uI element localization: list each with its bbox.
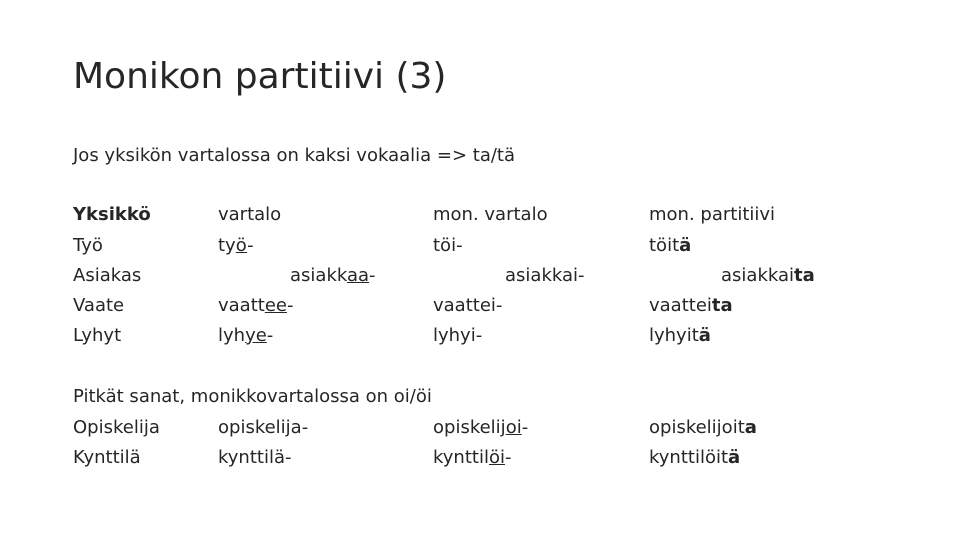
table-row [0, 231, 960, 261]
word-stem: vaattee- [218, 295, 294, 316]
table-header [0, 200, 960, 230]
header-singular: Yksikkö [73, 204, 151, 225]
word-plural-stem: kynttilöi- [433, 447, 512, 468]
word-stem: asiakkaa- [290, 265, 376, 286]
word-singular: Asiakas [73, 265, 142, 286]
word-singular: Lyhyt [73, 325, 122, 346]
word-stem: lyhye- [218, 325, 274, 346]
table-row [0, 261, 960, 291]
page-title: Monikon partitiivi (3) [73, 56, 447, 97]
word-plural-stem: vaattei- [433, 295, 503, 316]
table-row [0, 291, 960, 321]
word-plural-partitive: opiskelijoita [649, 417, 757, 438]
word-plural-stem: töi- [433, 235, 463, 256]
word-singular: Työ [73, 235, 103, 256]
word-singular: Opiskelija [73, 417, 160, 438]
word-plural-stem: lyhyi- [433, 325, 483, 346]
intro-rule: Jos yksikön vartalossa on kaksi vokaalia => ta/tä [73, 145, 516, 166]
long-words-note: Pitkät sanat, monikkovartalossa on oi/öi [73, 386, 432, 407]
word-singular: Vaate [73, 295, 125, 316]
word-plural-stem: asiakkai- [505, 265, 585, 286]
word-plural-partitive: lyhyitä [649, 325, 711, 346]
word-plural-partitive: töitä [649, 235, 692, 256]
word-stem: työ- [218, 235, 254, 256]
table-row [0, 443, 960, 473]
word-plural-partitive: asiakkaita [721, 265, 815, 286]
word-singular: Kynttilä [73, 447, 141, 468]
word-plural-stem: opiskelijoi- [433, 417, 529, 438]
table-row [0, 413, 960, 443]
word-stem: kynttilä- [218, 447, 292, 468]
table-row [0, 321, 960, 351]
header-plural-partitive: mon. partitiivi [649, 204, 776, 225]
word-plural-partitive: kynttilöitä [649, 447, 741, 468]
word-plural-partitive: vaatteita [649, 295, 733, 316]
header-plural-stem: mon. vartalo [433, 204, 548, 225]
word-stem: opiskelija- [218, 417, 309, 438]
header-stem: vartalo [218, 204, 282, 225]
